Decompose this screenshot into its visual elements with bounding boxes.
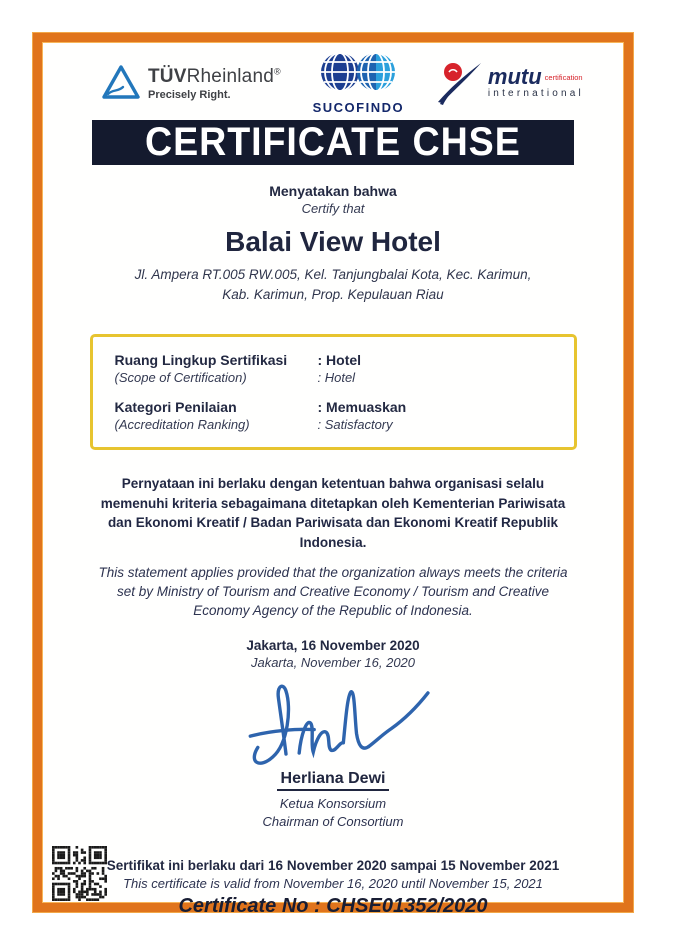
- ranking-value-id: : Memuaskan: [317, 399, 407, 416]
- scope-value-en: : Hotel: [317, 370, 356, 386]
- address-line-2: Kab. Karimun, Prop. Kepulauan Riau: [222, 286, 444, 302]
- ranking-row: [115, 399, 556, 432]
- certificate-title-banner: [92, 120, 574, 165]
- certificate-title: CERTIFICATE CHSE: [145, 120, 521, 164]
- scope-value-id: : Hotel: [317, 352, 362, 369]
- tuv-brand-rest: Rheinland: [186, 65, 274, 87]
- intro-text-en: Certify that: [301, 201, 365, 216]
- ranking-value-en: : Satisfactory: [317, 417, 393, 433]
- tuv-rheinland-logo: [100, 63, 281, 103]
- signature-ink: [228, 676, 438, 770]
- signatory-title-id: Ketua Konsorsium: [279, 796, 387, 812]
- logos-row: [42, 56, 624, 115]
- scope-label-en: (Scope of Certification): [114, 370, 247, 386]
- issue-date-en: Jakarta, November 16, 2020: [250, 655, 416, 671]
- scope-box: [90, 334, 577, 450]
- tuv-triangle-icon: [100, 63, 142, 103]
- scope-label-id: Ruang Lingkup Sertifikasi: [114, 352, 288, 369]
- scope-row: [115, 352, 556, 385]
- recipient-name: Balai View Hotel: [225, 226, 441, 257]
- mutu-certification-label: certification: [544, 73, 583, 82]
- registered-mark: ®: [273, 66, 281, 77]
- ranking-label-id: Kategori Penilaian: [114, 399, 237, 416]
- mutu-logo: [436, 60, 584, 106]
- mutu-wordmark: mutu: [487, 64, 542, 89]
- tuv-brand: [148, 66, 281, 88]
- mutu-swoosh-icon: [436, 60, 482, 106]
- tuv-brand-bold: TÜV: [148, 65, 187, 87]
- certificate-page: [33, 33, 633, 918]
- certificate-number: Certificate No : CHSE01352/2020: [178, 895, 488, 918]
- tuv-tagline: Precisely Right.: [148, 88, 231, 101]
- signatory-title-en: Chairman of Consortium: [262, 813, 404, 829]
- sucofindo-wordmark: SUCOFINDO: [312, 100, 405, 115]
- sucofindo-globes-icon: [310, 51, 406, 93]
- issue-date-id: Jakarta, 16 November 2020: [246, 638, 420, 654]
- mutu-international-label: international: [487, 88, 584, 99]
- intro-text-id: Menyatakan bahwa: [269, 183, 397, 199]
- signature: [228, 676, 438, 770]
- qr-code: [52, 846, 107, 901]
- recipient-address: [135, 265, 532, 304]
- validity-text-en: This certificate is valid from November 16, 2020 until November 15, 2021: [123, 876, 543, 892]
- signatory-name: Herliana Dewi: [277, 770, 390, 791]
- statement-id: Pernyataan ini berlaku dengan ketentuan bahwa organisasi selalu memenuhi kriteria sebagaimana ditetapkan oleh Kementerian Pariwisata dan Ekonomi Kreatif / Badan Pariwisata dan Ekonomi Kreatif Republik Indonesia.: [100, 476, 566, 550]
- ranking-label-en: (Accreditation Ranking): [114, 417, 250, 433]
- sucofindo-logo: [310, 51, 406, 115]
- address-line-1: Jl. Ampera RT.005 RW.005, Kel. Tanjungbalai Kota, Kec. Karimun,: [134, 267, 532, 282]
- statement-en: This statement applies provided that the organization always meets the criteria set by Ministry of Tourism and Creative Economy / Tourism and Creative Economy Agency of the Republic of Indonesia.: [98, 565, 568, 619]
- validity-text-id: Sertifikat ini berlaku dari 16 November 2020 sampai 15 November 2021: [106, 858, 560, 874]
